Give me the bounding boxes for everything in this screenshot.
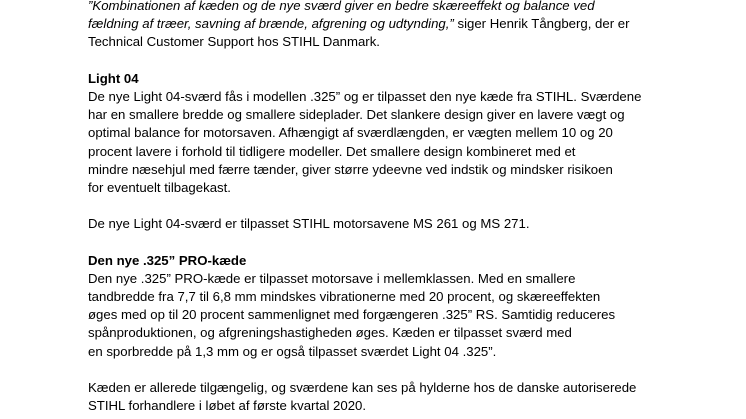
closing-line: Kæden er allerede tilgængelig, og sværdene kan ses på hylderne hos de danske autoriserede xyxy=(88,379,637,395)
intro-line-3: Technical Customer Support hos STIHL Danmark. xyxy=(88,34,380,50)
closing-line: STIHL forhandlere i løbet af første kvartal 2020. xyxy=(88,398,367,414)
closing-paragraph xyxy=(88,379,728,415)
intro-quote-line-2 xyxy=(88,15,728,33)
light04-paragraph xyxy=(88,88,728,197)
light04-line: har en smallere bredde og smallere sideplader. Det slankere design giver en lavere vægt og xyxy=(88,107,625,123)
intro-attribution: siger Henrik Tångberg, der er xyxy=(453,16,630,32)
pro-chain-heading: Den nye .325” PRO-kæde xyxy=(88,252,247,268)
light04-fit-line: De nye Light 04-sværd er tilpasset STIHL motorsavene MS 261 og MS 271. xyxy=(88,216,530,232)
paragraph-spacer xyxy=(88,197,728,215)
paragraph-spacer xyxy=(88,361,728,379)
pro-chain-line: en sporbredde på 1,3 mm og er også tilpasset sværdet Light 04 .325”. xyxy=(88,343,497,359)
pro-chain-line: Den nye .325” PRO-kæde er tilpasset motorsave i mellemklassen. Med en smallere xyxy=(88,270,576,286)
light04-line: optimal balance for motorsaven. Afhængigt af sværdlængden, er vægten mellem 10 og 20 xyxy=(88,125,613,141)
pro-chain-line: spånproduktionen, og afgreningshastigheden øges. Kæden er tilpasset sværd med xyxy=(88,325,572,341)
pro-chain-line: tandbredde fra 7,7 til 6,8 mm mindskes vibrationerne med 20 procent, og skæreeffekten xyxy=(88,289,601,304)
light04-heading: Light 04 xyxy=(88,70,139,86)
pro-chain-line: øges med op til 20 procent sammenlignet med forgængeren .325” RS. Samtidig reduceres xyxy=(88,307,616,323)
paragraph-spacer xyxy=(88,233,728,251)
light04-line: mindre næsehjul med færre tænder, giver større ydeevne ved indstik og mindsker risikoen xyxy=(88,161,613,177)
pro-chain-paragraph xyxy=(88,270,728,361)
intro-quote-line-1: ”Kombinationen af kæden og de nye sværd giver en bedre skæreeffekt og balance ved xyxy=(88,0,595,13)
intro-quote-text: fældning af træer, savning af brænde, afgrening og udtynding,” xyxy=(88,16,454,32)
press-release-body xyxy=(88,0,728,415)
light04-line: for eventuelt tilbagekast. xyxy=(88,179,231,195)
light04-line: De nye Light 04-sværd fås i modellen .325” og er tilpasset den nye kæde fra STIHL. Sværdene xyxy=(88,88,642,104)
paragraph-spacer xyxy=(88,52,728,70)
light04-line: procent lavere i forhold til tidligere modeller. Det smallere design kombineret med et xyxy=(88,143,576,159)
